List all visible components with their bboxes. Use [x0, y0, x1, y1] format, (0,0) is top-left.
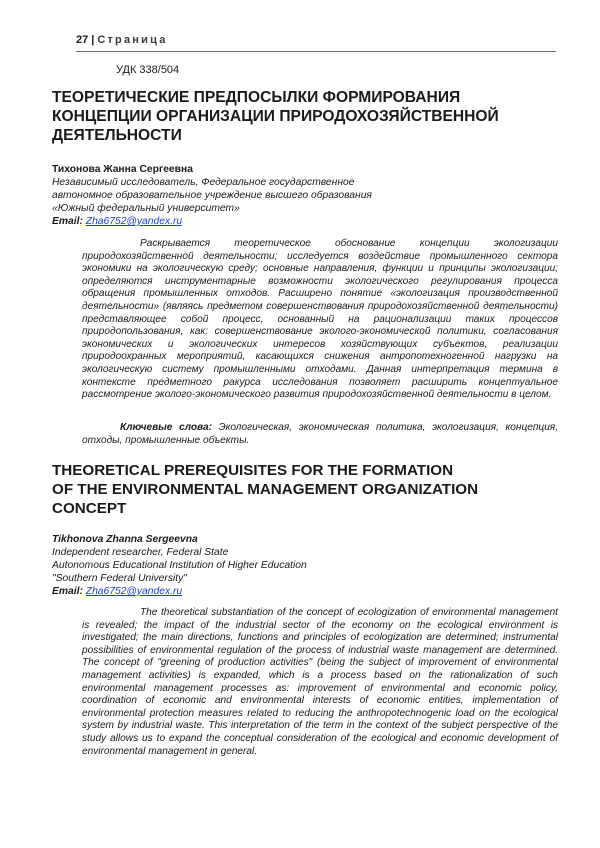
email-link[interactable]: Zha6752@yandex.ru — [85, 586, 183, 597]
email-label: Email: — [52, 586, 83, 597]
affiliation-line: «Южный федеральный университет» — [52, 203, 240, 214]
abstract-en: The theoretical substantiation of the concept of ecologization of environmental management is revealed; the impact of the industrial sector of the economy on the ecological environment is investigated; the main directions, functions and principles of ecologization are determined; instrumental possibilities of environmental regulation of the process of industrial waste management are determined. The concept of "greening of production activities" (being the subject of improvement of environmental management activities) is expanded, which is a process based on the rationalization of such environmental management processes as: improvement of environmental and economic policy, coordination of economic and environmental interests of economic entities, implementation of environmental protection measures related to reducing the anthropotechnogenic load on the ecological system by industrial waste. This interpretation of the term in the context of the subject perspective of the study allows us to expand the conceptual consideration of the ecological and economic development of environmental management in general. — [82, 607, 558, 757]
running-header — [76, 34, 556, 52]
affiliation-line: "Southern Federal University" — [52, 573, 187, 584]
keywords-text: Экологическая, экономическая политика, экологизация, концепция, отходы, промышленные объекты. — [82, 422, 558, 446]
email-row-ru — [52, 215, 562, 228]
affiliation-line: автономное образовательное учреждение высшего образования — [52, 190, 372, 201]
article-title-ru — [52, 88, 562, 145]
article-title-en — [52, 461, 562, 518]
author-name-en: Tikhonova Zhanna Sergeevna — [52, 534, 198, 545]
title-ru-line: ТЕОРЕТИЧЕСКИЕ ПРЕДПОСЫЛКИ ФОРМИРОВАНИЯ — [52, 89, 461, 106]
email-label: Email: — [52, 216, 83, 227]
title-en-line: OF THE ENVIRONMENTAL MANAGEMENT ORGANIZATION — [52, 481, 479, 498]
affiliation-line: Independent researcher, Federal State — [52, 547, 229, 558]
email-link[interactable]: Zha6752@yandex.ru — [85, 216, 183, 227]
keywords-label: Ключевые слова: — [120, 422, 212, 433]
affiliation-line: Независимый исследователь, Федеральное государственное — [52, 177, 355, 188]
affiliation-line: Autonomous Educational Institution of Higher Education — [52, 560, 307, 571]
abstract-ru: Раскрывается теоретическое обоснование концепции экологизации природохозяйственной деятельности; исследуется воздействие промышленного сектора экономики на экологическую среду; основные направления, функции и принципы экологизации; определяются инструментарные возможности экологического регулирования процесса обращения промышленных отходов. Расширено понятие «экологизация производственной деятельности» (являясь предметом совершенствования природохозяйственной деятельности) представляющее собой процесс, основанный на рационализации таких процессов природопользования, как: совершенствование эколого-экономической политики, согласования экономических и экологических интересов хозяйствующих субъектов, реализации природоохранных мероприятий, касающихся снижения антропотехногенной нагрузки на экологическую систему промышленными отходами. Данная интерпретация термина в контексте предметного ракурса исследования позволяет расширить концептуальное рассмотрение эколого-экономического развития природохозяйственной деятельности в целом. — [82, 238, 558, 401]
title-ru-line: ДЕЯТЕЛЬНОСТИ — [52, 127, 182, 144]
page-label: Страница — [97, 34, 168, 46]
title-en-line: CONCEPT — [52, 500, 127, 517]
page-number: 27 — [76, 34, 89, 46]
keywords-ru — [82, 422, 558, 447]
title-en-line: THEORETICAL PREREQUISITES FOR THE FORMATION — [52, 462, 454, 479]
udk-code: УДК 338/504 — [116, 64, 180, 76]
email-row-en — [52, 585, 562, 598]
author-name-ru: Тихонова Жанна Сергеевна — [52, 164, 193, 175]
header-separator: | — [91, 34, 95, 46]
author-block-ru — [52, 163, 562, 228]
author-block-en — [52, 533, 562, 598]
title-ru-line: КОНЦЕПЦИИ ОРГАНИЗАЦИИ ПРИРОДОХОЗЯЙСТВЕННОЙ — [52, 108, 499, 125]
